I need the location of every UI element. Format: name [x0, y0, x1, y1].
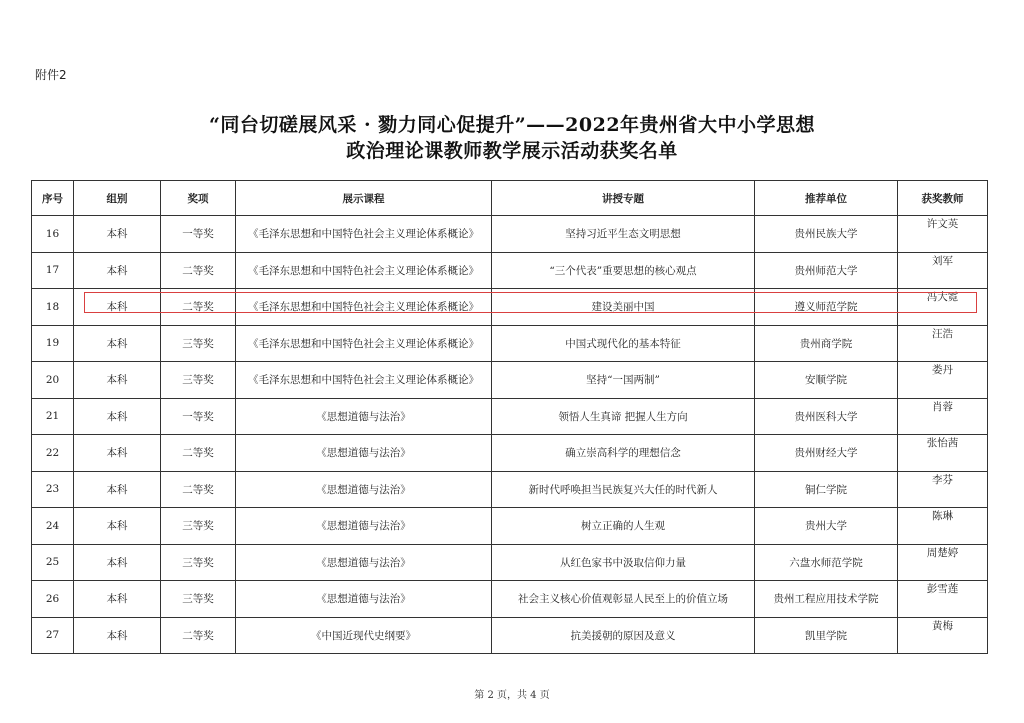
cell-award: 三等奖	[161, 508, 236, 545]
cell-unit: 凯里学院	[755, 617, 898, 654]
cell-teacher: 彭雪莲	[898, 581, 988, 618]
cell-unit: 贵州民族大学	[755, 216, 898, 253]
table-row	[32, 544, 988, 581]
cell-no: 24	[32, 508, 74, 545]
cell-no: 17	[32, 252, 74, 289]
cell-award: 三等奖	[161, 581, 236, 618]
cell-topic: 树立正确的人生观	[492, 508, 755, 545]
cell-teacher: 周楚婷	[898, 544, 988, 581]
cell-no: 26	[32, 581, 74, 618]
column-header-topic: 讲授专题	[492, 181, 755, 216]
cell-group: 本科	[74, 325, 161, 362]
cell-topic: 抗美援朝的原因及意义	[492, 617, 755, 654]
cell-topic: 新时代呼唤担当民族复兴大任的时代新人	[492, 471, 755, 508]
award-list-table	[31, 180, 988, 654]
cell-award: 三等奖	[161, 362, 236, 399]
cell-teacher: 黄梅	[898, 617, 988, 654]
cell-course: 《思想道德与法治》	[236, 398, 492, 435]
cell-no: 19	[32, 325, 74, 362]
cell-teacher: 李芬	[898, 471, 988, 508]
table-row	[32, 581, 988, 618]
cell-group: 本科	[74, 508, 161, 545]
cell-teacher: 张怡茜	[898, 435, 988, 472]
table-row	[32, 252, 988, 289]
column-header-group: 组别	[74, 181, 161, 216]
cell-unit: 贵州财经大学	[755, 435, 898, 472]
cell-award: 二等奖	[161, 471, 236, 508]
table-row	[32, 435, 988, 472]
cell-no: 18	[32, 289, 74, 326]
cell-group: 本科	[74, 435, 161, 472]
cell-group: 本科	[74, 252, 161, 289]
cell-unit: 遵义师范学院	[755, 289, 898, 326]
cell-unit: 贵州工程应用技术学院	[755, 581, 898, 618]
cell-unit: 贵州师范大学	[755, 252, 898, 289]
table-row	[32, 617, 988, 654]
table-row	[32, 325, 988, 362]
column-header-no: 序号	[32, 181, 74, 216]
table-body	[32, 216, 988, 654]
table-row	[32, 362, 988, 399]
cell-award: 一等奖	[161, 398, 236, 435]
cell-unit: 六盘水师范学院	[755, 544, 898, 581]
cell-no: 23	[32, 471, 74, 508]
cell-no: 27	[32, 617, 74, 654]
cell-course: 《思想道德与法治》	[236, 544, 492, 581]
cell-group: 本科	[74, 581, 161, 618]
table-row	[32, 216, 988, 253]
cell-no: 21	[32, 398, 74, 435]
cell-topic: 坚持“一国两制”	[492, 362, 755, 399]
table-row	[32, 289, 988, 326]
cell-group: 本科	[74, 289, 161, 326]
cell-unit: 贵州医科大学	[755, 398, 898, 435]
cell-group: 本科	[74, 216, 161, 253]
cell-teacher: 汪浩	[898, 325, 988, 362]
cell-course: 《毛泽东思想和中国特色社会主义理论体系概论》	[236, 252, 492, 289]
table-row	[32, 471, 988, 508]
cell-award: 一等奖	[161, 216, 236, 253]
cell-award: 二等奖	[161, 252, 236, 289]
table-row	[32, 398, 988, 435]
cell-group: 本科	[74, 544, 161, 581]
document-title-line2: 政治理论课教师教学展示活动获奖名单	[346, 140, 678, 162]
cell-award: 三等奖	[161, 544, 236, 581]
cell-topic: 确立崇高科学的理想信念	[492, 435, 755, 472]
document-title-line1: “同台切磋展风采 · 勠力同心促提升”——2022年贵州省大中小学思想	[208, 114, 816, 136]
cell-course: 《思想道德与法治》	[236, 508, 492, 545]
column-header-award: 奖项	[161, 181, 236, 216]
cell-unit: 贵州商学院	[755, 325, 898, 362]
cell-course: 《毛泽东思想和中国特色社会主义理论体系概论》	[236, 216, 492, 253]
column-header-course: 展示课程	[236, 181, 492, 216]
cell-no: 16	[32, 216, 74, 253]
cell-no: 22	[32, 435, 74, 472]
cell-topic: 领悟人生真谛 把握人生方向	[492, 398, 755, 435]
cell-unit: 安顺学院	[755, 362, 898, 399]
cell-course: 《中国近现代史纲要》	[236, 617, 492, 654]
cell-no: 25	[32, 544, 74, 581]
table-header-row	[32, 181, 988, 216]
cell-course: 《毛泽东思想和中国特色社会主义理论体系概论》	[236, 325, 492, 362]
cell-topic: 中国式现代化的基本特征	[492, 325, 755, 362]
cell-teacher: 娄丹	[898, 362, 988, 399]
cell-teacher: 陈琳	[898, 508, 988, 545]
cell-topic: 社会主义核心价值观彰显人民至上的价值立场	[492, 581, 755, 618]
cell-topic: 建设美丽中国	[492, 289, 755, 326]
cell-unit: 铜仁学院	[755, 471, 898, 508]
cell-award: 二等奖	[161, 289, 236, 326]
column-header-teacher: 获奖教师	[898, 181, 988, 216]
cell-unit: 贵州大学	[755, 508, 898, 545]
table-row	[32, 508, 988, 545]
cell-teacher: 肖蓉	[898, 398, 988, 435]
cell-course: 《毛泽东思想和中国特色社会主义理论体系概论》	[236, 362, 492, 399]
cell-award: 二等奖	[161, 435, 236, 472]
cell-group: 本科	[74, 617, 161, 654]
cell-course: 《思想道德与法治》	[236, 581, 492, 618]
page-number: 第 2 页，共 4 页	[474, 690, 550, 701]
cell-award: 三等奖	[161, 325, 236, 362]
cell-course: 《毛泽东思想和中国特色社会主义理论体系概论》	[236, 289, 492, 326]
cell-group: 本科	[74, 398, 161, 435]
cell-course: 《思想道德与法治》	[236, 435, 492, 472]
cell-topic: 坚持习近平生态文明思想	[492, 216, 755, 253]
cell-group: 本科	[74, 471, 161, 508]
cell-group: 本科	[74, 362, 161, 399]
attachment-label: 附件2	[35, 68, 67, 82]
column-header-unit: 推荐单位	[755, 181, 898, 216]
cell-award: 二等奖	[161, 617, 236, 654]
cell-teacher: 冯大霓	[898, 289, 988, 326]
cell-topic: 从红色家书中汲取信仰力量	[492, 544, 755, 581]
cell-no: 20	[32, 362, 74, 399]
cell-teacher: 刘军	[898, 252, 988, 289]
cell-topic: “三个代表”重要思想的核心观点	[492, 252, 755, 289]
cell-teacher: 许文英	[898, 216, 988, 253]
cell-course: 《思想道德与法治》	[236, 471, 492, 508]
